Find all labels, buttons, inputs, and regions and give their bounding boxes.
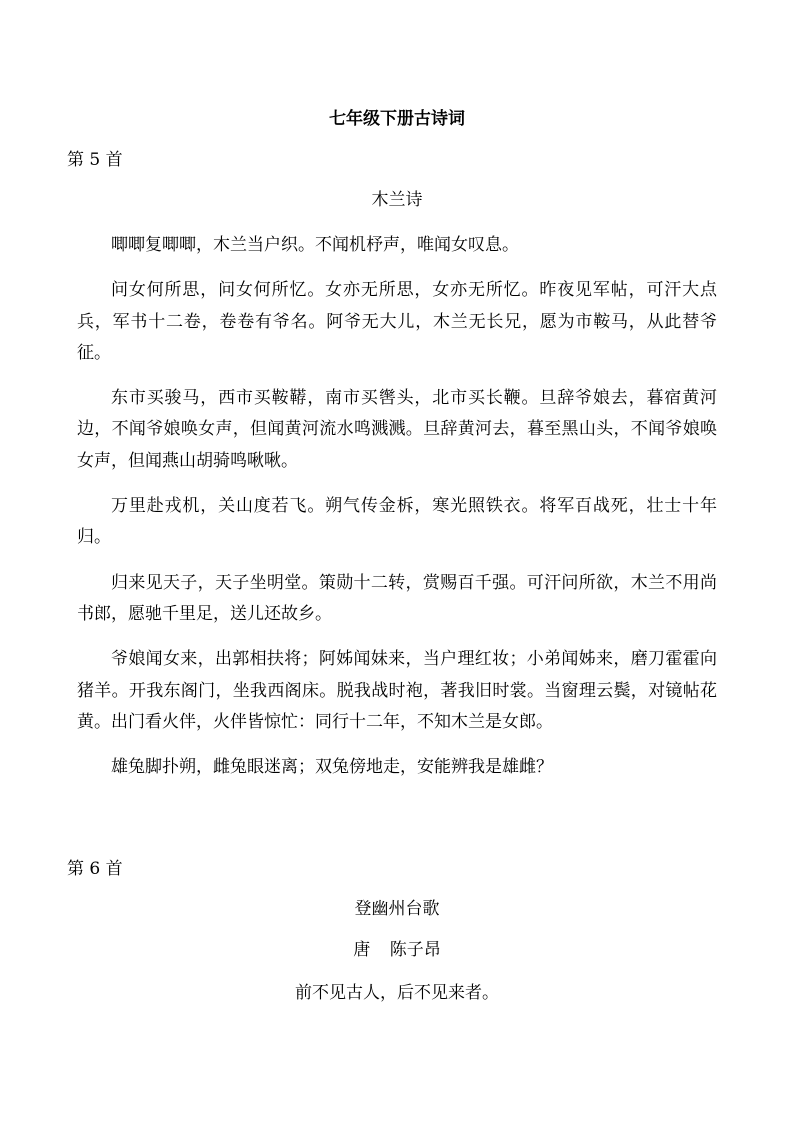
poem-line: 前不见古人，后不见来者。 (295, 983, 499, 1003)
poem-body-mulan (77, 230, 717, 783)
poem-paragraph: 爷娘闻女来，出郭相扶将；阿姊闻妹来，当户理红妆；小弟闻姊来，磨刀霍霍向猪羊。开我东阁门，坐我西阁床。脱我战时袍，著我旧时裳。当窗理云鬓，对镜帖花黄。出门看火伴，火伴皆惊忙：同行十二年，不知木兰是女郎。 (77, 649, 717, 732)
poem-paragraph: 归来见天子，天子坐明堂。策勋十二转，赏赐百千强。可汗问所欲，木兰不用尚书郎，愿驰千里足，送儿还故乡。 (77, 572, 717, 624)
poem-paragraph: 东市买骏马，西市买鞍鞯，南市买辔头，北市买长鞭。旦辞爷娘去，暮宿黄河边，不闻爷娘唤女声，但闻黄河流水鸣溅溅。旦辞黄河去，暮至黑山头，不闻爷娘唤女声，但闻燕山胡骑鸣啾啾。 (77, 388, 717, 471)
section-label-5: 第 5 首 (67, 150, 123, 170)
poem-title-mulan: 木兰诗 (371, 190, 423, 210)
poem-paragraph: 万里赴戎机，关山度若飞。朔气传金柝，寒光照铁衣。将军百战死，壮士十年归。 (77, 496, 717, 548)
section-label-6: 第 6 首 (67, 859, 123, 879)
document-title: 七年级下册古诗词 (329, 109, 465, 129)
poem-author: 唐 陈子昂 (353, 940, 441, 960)
poem-paragraph: 雄兔脚扑朔，雌兔眼迷离；双兔傍地走，安能辨我是雄雌？ (111, 757, 553, 778)
poem-paragraph: 唧唧复唧唧，木兰当户织。不闻机杼声，唯闻女叹息。 (111, 235, 519, 255)
poem-title-youzhou: 登幽州台歌 (354, 899, 440, 919)
poem-paragraph: 问女何所思，问女何所忆。女亦无所思，女亦无所忆。昨夜见军帖，可汗大点兵，军书十二卷，卷卷有爷名。阿爷无大儿，木兰无长兄，愿为市鞍马，从此替爷征。 (77, 280, 717, 363)
